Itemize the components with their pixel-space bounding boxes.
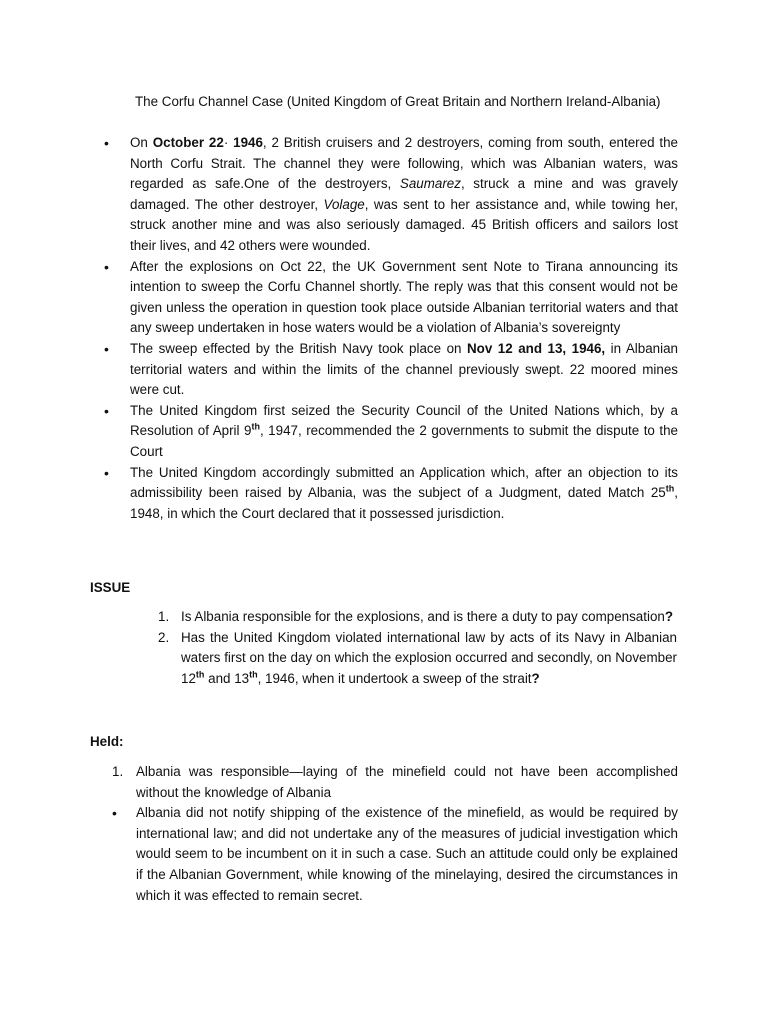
issue-item-2: 2. Has the United Kingdom violated international law by acts of its Navy in Albanian waters first on the day on which the explosion occurred and secondly, on November 12th and 13th, 1946, when it undertook a sweep of the strait? <box>158 629 677 686</box>
held-list <box>112 762 678 906</box>
document-title: The Corfu Channel Case (United Kingdom of Great Britain and Northern Ireland-Albania) <box>135 94 661 109</box>
bullet-icon: • <box>104 340 109 357</box>
date-highlight: October 22 <box>152 135 224 150</box>
issue-item-1: 1. Is Albania responsible for the explosions, and is there a duty to pay compensation? <box>158 607 677 628</box>
list-number: 1. <box>112 764 124 779</box>
fact-item-3: • The sweep effected by the British Navy took place on Nov 12 and 13, 1946, in Albanian territorial waters and within the limits of the channel previously swept. 22 moored mines were cut. <box>104 340 678 398</box>
fact-item-5: • The United Kingdom accordingly submitted an Application which, after an objection to its admissibility been raised by Albania, was the subject of a Judgment, dated Match 25th, 1948, in which the Court declared that it possessed jurisdiction. <box>104 464 678 521</box>
bullet-icon: • <box>104 135 109 151</box>
facts-list <box>104 133 678 524</box>
date-highlight: Nov 12 and 13, 1946, <box>466 340 606 356</box>
bullet-icon: • <box>104 402 109 419</box>
year-highlight: 1946 <box>228 135 263 150</box>
ship-name: Volage <box>323 196 365 212</box>
bullet-icon: • <box>104 464 109 481</box>
held-heading: Held: <box>90 734 124 749</box>
bullet-icon: • <box>104 258 109 275</box>
fact-item-4: • The United Kingdom first seized the Security Council of the United Nations which, by a Resolution of April 9th, 1947, recommended the 2 governments to submit the dispute to the Court <box>104 402 678 459</box>
bullet-icon: • <box>112 805 117 822</box>
fact-item-1: • On October 22· 1946, 2 British cruisers and 2 destroyers, coming from south, entered the North Corfu Strait. The channel they were following, which was Albanian waters, was regarded as safe.One of the destroyers, Saumarez, struck a mine and was gravely damaged. The other destroyer, Volage, was sent to her assistance and, while towing her, struck another mine and was also seriously damaged. 45 British officers and sailors lost their lives, and 42 others were wounded. <box>104 135 679 253</box>
list-number: 1. <box>158 609 170 624</box>
issue-list <box>158 607 677 689</box>
held-item-2: • Albania did not notify shipping of the existence of the minefield, as would be required by international law; and did not undertake any of the measures of judicial investigation which would seem to be incumbent on it in such a case. Such an attitude could only be explained if the Albanian Government, while knowing of the minelaying, desired the circumstances in which it was effected to remain secret. <box>112 805 678 903</box>
fact-item-2: • After the explosions on Oct 22, the UK Government sent Note to Tirana announcing its intention to sweep the Corfu Channel shortly. The reply was that this consent would not be given unless the operation in question took place outside Albanian territorial waters and that any sweep undertaken in hose waters would be a violation of Albania’s sovereignty <box>104 258 678 336</box>
ship-name: Saumarez <box>399 176 461 192</box>
list-number: 2. <box>158 629 170 645</box>
issue-heading: ISSUE <box>90 580 131 595</box>
held-item-1: 1. Albania was responsible—laying of the minefield could not have been accomplished without the knowledge of Albania <box>112 764 678 800</box>
